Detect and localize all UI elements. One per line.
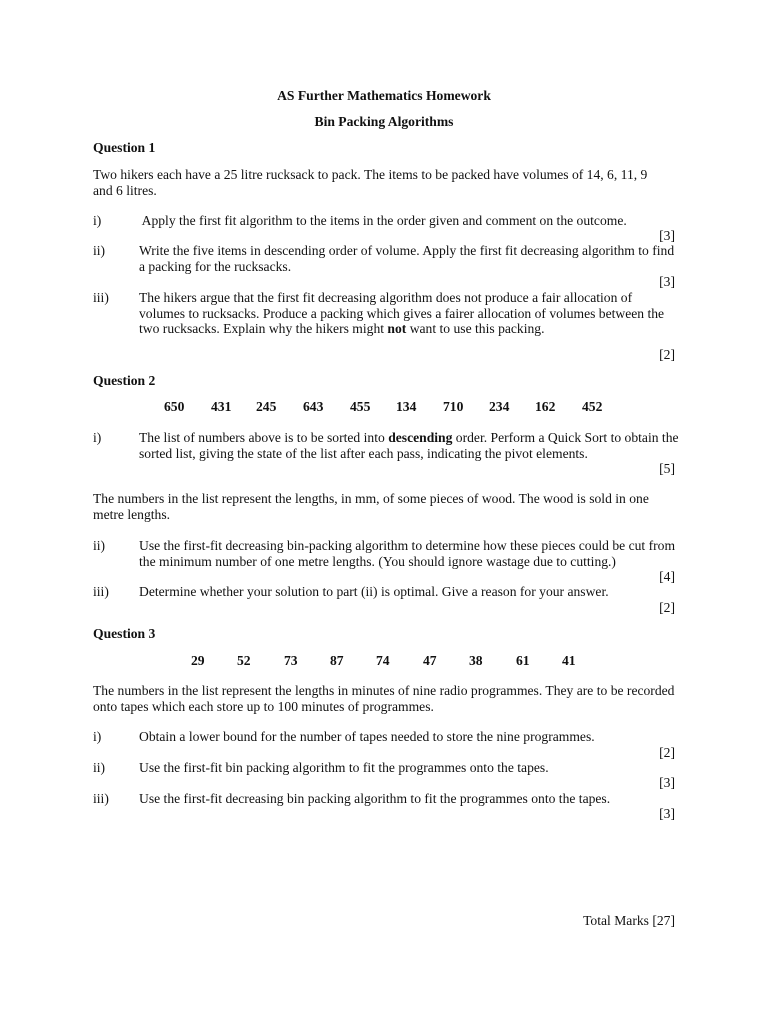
q2-number: 245 <box>256 399 277 414</box>
q1-part-ii-mark: [3] <box>659 274 675 289</box>
q3-part-i-number: i) <box>93 729 102 744</box>
q1-part-i-mark: [3] <box>659 228 675 243</box>
emphasis-not: not <box>387 321 407 336</box>
q2-number: 710 <box>443 399 464 414</box>
q1-part-iii-text: The hikers argue that the first fit decreasing algorithm does not produce a fair allocation of volumes to rucksacks. Produce a packing which gives a fairer allocation of volumes between the two rucksacks. Explain why the hikers might not want to use this packing. <box>139 290 665 336</box>
q2-number: 643 <box>303 399 324 414</box>
q2-part-ii-text: Use the first-fit decreasing bin-packing algorithm to determine how these pieces could be cut from the minimum number of one metre lengths. (You should ignore wastage due to cutting.) <box>139 538 676 569</box>
question-3-heading: Question 3 <box>93 626 156 641</box>
q3-part-ii-text: Use the first-fit bin packing algorithm to fit the programmes onto the tapes. <box>139 760 549 775</box>
q3-part-iii-text: Use the first-fit decreasing bin packing algorithm to fit the programmes onto the tapes. <box>139 791 611 806</box>
q3-number: 38 <box>469 653 483 668</box>
q3-part-iii-number: iii) <box>93 791 109 806</box>
q2-part-i-mark: [5] <box>659 461 675 476</box>
q2-wood-paragraph: The numbers in the list represent the lengths, in mm, of some pieces of wood. The wood is sold in one metre lengths. <box>93 491 649 522</box>
total-marks: Total Marks [27] <box>583 913 675 928</box>
q3-number: 41 <box>562 653 576 668</box>
q2-number: 452 <box>582 399 603 414</box>
q1-part-ii-number: ii) <box>93 243 106 258</box>
q2-part-ii-mark: [4] <box>659 569 675 584</box>
q2-number: 455 <box>350 399 371 414</box>
q3-number: 29 <box>191 653 205 668</box>
q2-part-i-text: The list of numbers above is to be sorted into descending order. Perform a Quick Sort to obtain the sorted list, giving the state of the list after each pass, indicating the pivot elements. <box>139 430 679 461</box>
q3-number: 52 <box>237 653 251 668</box>
q3-number: 61 <box>516 653 530 668</box>
q1-part-i-text: Apply the first fit algorithm to the items in the order given and comment on the outcome. <box>139 213 627 228</box>
q3-part-i-text: Obtain a lower bound for the number of tapes needed to store the nine programmes. <box>139 729 595 744</box>
q3-number: 74 <box>376 653 390 668</box>
q1-part-iii-number: iii) <box>93 290 109 305</box>
q3-part-i-mark: [2] <box>659 745 675 760</box>
q3-part-ii-mark: [3] <box>659 775 675 790</box>
document-subtitle: Bin Packing Algorithms <box>314 114 454 129</box>
q2-number-list <box>0 399 768 415</box>
emphasis-descending: descending <box>388 430 453 445</box>
question-1-intro: Two hikers each have a 25 litre rucksack to pack. The items to be packed have volumes of 14, 6, 11, 9 and 6 litres. <box>93 167 648 198</box>
q3-number-list <box>0 653 768 669</box>
question-1-heading: Question 1 <box>93 140 156 155</box>
q2-number: 134 <box>396 399 417 414</box>
question-2-heading: Question 2 <box>93 373 156 388</box>
q2-part-iii-text: Determine whether your solution to part (ii) is optimal. Give a reason for your answer. <box>139 584 609 599</box>
q3-number: 87 <box>330 653 344 668</box>
document-title: AS Further Mathematics Homework <box>277 88 491 103</box>
q3-number: 47 <box>423 653 437 668</box>
q2-number: 431 <box>211 399 232 414</box>
q2-part-i-number: i) <box>93 430 102 445</box>
q2-part-iii-mark: [2] <box>659 600 675 615</box>
q3-part-ii-number: ii) <box>93 760 106 775</box>
q2-part-ii-number: ii) <box>93 538 106 553</box>
q2-part-iii-number: iii) <box>93 584 109 599</box>
q2-number: 650 <box>164 399 185 414</box>
q3-number: 73 <box>284 653 298 668</box>
q3-programmes-paragraph: The numbers in the list represent the lengths in minutes of nine radio programmes. They are to be recorded onto tapes which each store up to 100 minutes of programmes. <box>93 683 675 714</box>
q2-number: 234 <box>489 399 510 414</box>
q1-part-ii-text: Write the five items in descending order of volume. Apply the first fit decreasing algorithm to find a packing for the rucksacks. <box>139 243 675 274</box>
q3-part-iii-mark: [3] <box>659 806 675 821</box>
q2-number: 162 <box>535 399 556 414</box>
q1-part-iii-mark: [2] <box>659 347 675 362</box>
q1-part-i-number: i) <box>93 213 102 228</box>
